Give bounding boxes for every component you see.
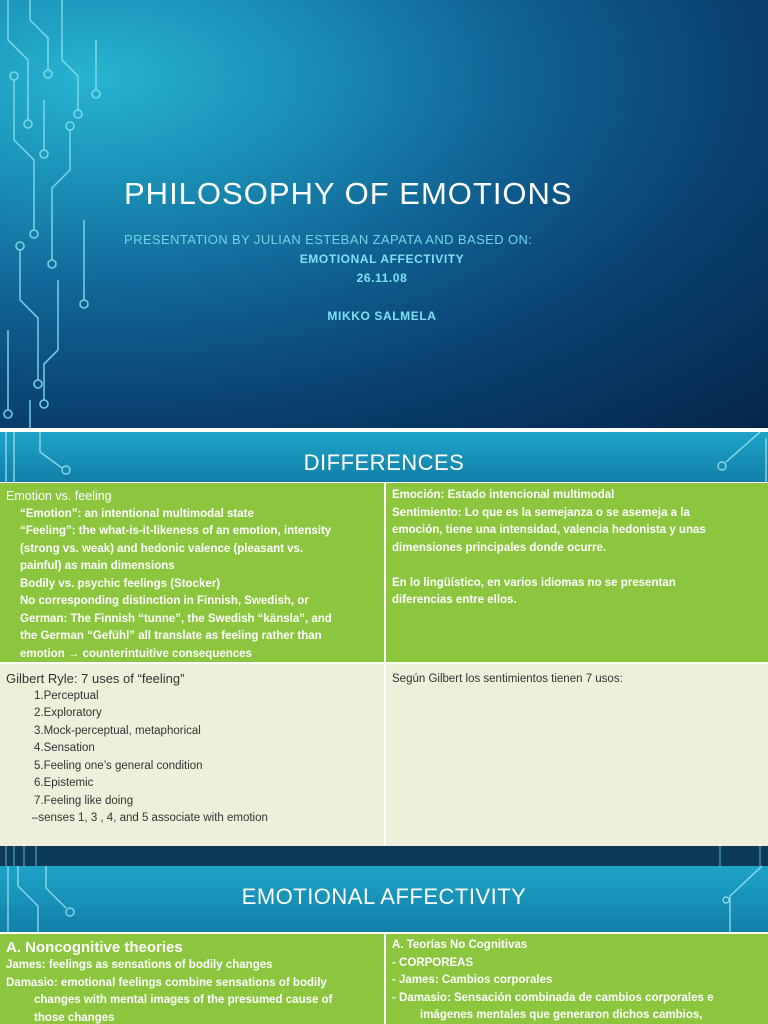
cell-text: Según Gilbert los sentimientos tienen 7 usos: [392,673,623,685]
list-item: those changes [34,1011,115,1024]
list-item: emoción, tiene una intensidad, valencia hedonista y unas [392,524,706,536]
presentation-title: PHILOSOPHY OF EMOTIONS [124,176,573,211]
list-item: “Emotion”: an intentional multimodal state [20,507,254,520]
slide-title: EMOTIONAL AFFECTIVITY [241,884,527,909]
list-item: James: feelings as sensations of bodily changes [6,959,273,971]
emotion-vs-feeling-cell [0,483,384,662]
source-topic: EMOTIONAL AFFECTIVITY [299,252,465,266]
cell-heading: Emotion vs. feeling [6,489,112,503]
noncognitive-theories-cell [0,934,384,1024]
circuit-decoration [0,0,120,428]
slide-title: DIFFERENCES [303,450,465,475]
list-item: 1.Perceptual [34,689,99,702]
list-item: 2.Exploratory [34,707,102,719]
circuit-decoration-strip [0,846,768,866]
source-author: MIKKO SALMELA [327,309,437,323]
list-item: No corresponding distinction in Finnish, Swedish, or [20,595,309,607]
list-item: Bodily vs. psychic feelings (Stocker) [20,577,221,590]
presentation-subtitle: PRESENTATION BY JULIAN ESTEBAN ZAPATA AND BASED ON: [124,232,533,247]
list-item: 7.Feeling like doing [34,794,134,807]
list-item: Sentimiento: Lo que es la semejanza o se asemeja a la [392,506,690,519]
cell-heading: Gilbert Ryle: 7 uses of “feeling” [6,671,185,686]
title-slide [0,0,768,428]
list-item: “Feeling”: the what-is-it-likeness of an emotion, intensity [20,525,332,537]
list-item: 5.Feeling one’s general condition [34,759,203,772]
ryle-uses-cell [0,664,384,846]
list-item: Damasio: emotional feelings combine sensations of bodily [6,976,327,989]
list-item: German: The Finnish “tunne”, the Swedish “känsla”, and [20,612,332,625]
gilbert-spanish-cell [386,664,768,846]
list-item: En lo lingüístico, en varios idiomas no se presentan [392,576,676,589]
spanish-definitions-cell [386,483,768,662]
list-item: - James: Cambios corporales [392,974,553,986]
cell-heading: A. Noncognitive theories [6,939,183,956]
list-item: - Damasio: Sensación combinada de cambios corporales e [392,991,714,1004]
list-item: Emoción: Estado intencional multimodal [392,489,615,501]
list-item: imágenes mentales que generaron dichos cambios, [420,1009,703,1021]
list-item: 3.Mock-perceptual, metaphorical [34,724,201,737]
list-item: (strong vs. weak) and hedonic valence (pleasant vs. [20,542,304,555]
list-item: –senses 1, 3 , 4, and 5 associate with emotion [32,812,268,824]
list-item: 4.Sensation [34,742,95,754]
teorias-no-cognitivas-cell [386,934,768,1024]
list-item: changes with mental images of the presumed cause of [34,994,333,1006]
differences-header [0,432,768,482]
list-item: painful) as main dimensions [20,560,175,572]
list-item: dimensiones principales donde ocurre. [392,541,607,554]
list-item [392,557,768,575]
list-item: A. Teorías No Cognitivas [392,939,528,951]
source-date: 26.11.08 [356,271,408,285]
list-item: - CORPOREAS [392,956,474,969]
list-item: 6.Epistemic [34,777,94,789]
list-item: emotion → counterintuitive consequences [20,647,252,660]
list-item: diferencias entre ellos. [392,594,517,606]
list-item: the German “Gefühl” all translate as feeling rather than [20,630,322,642]
emotional-affectivity-header [0,866,768,932]
slide-divider [0,846,768,866]
